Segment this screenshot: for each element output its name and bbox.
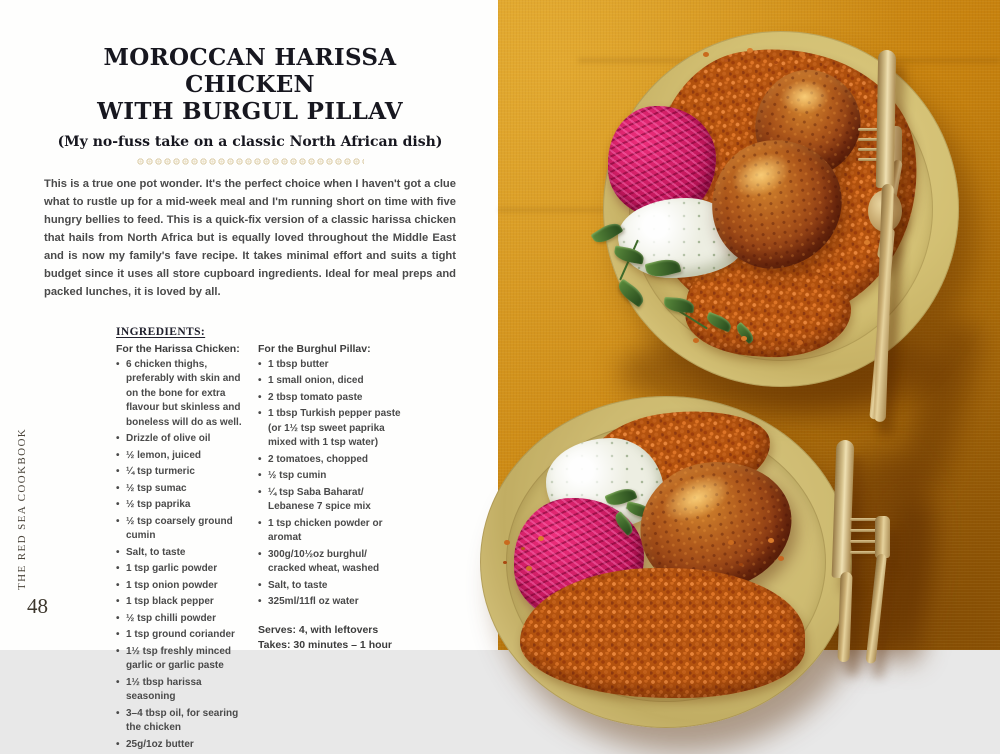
ornament-divider xyxy=(136,157,364,166)
recipe-intro: This is a true one pot wonder. It's the perfect choice when I haven't got a clue what to rustle up for a mid-week meal and I'm running short on time with five hungry bellies to feed. This is a quick-fix version of a classic harissa chicken that hails from North Africa but is equally loved throughout the Middle East and is now my family's fave recipe. It takes minimal effort and suits a tight budget since it uses all store cupboard ingredients. Ideal for meal preps and packed lunches, it is loved by all. xyxy=(44,178,456,298)
ingredient-item: • 1 tbsp Turkish pepper paste (or 1½ tsp sweet paprika mixed with 1 tsp water) xyxy=(258,407,404,451)
ingredient-item: • 3–4 tbsp oil, for searing the chicken xyxy=(116,707,250,736)
spine-title: THE RED SEA COOKBOOK xyxy=(16,427,28,590)
ingredient-item: • 1 tsp garlic powder xyxy=(116,562,250,577)
ingredient-item: • 2 tbsp tomato paste xyxy=(258,391,404,406)
chicken-ingredient-list xyxy=(116,358,250,753)
ingredient-item: • ½ tsp chilli powder xyxy=(116,612,250,627)
bulgur-mound-bottom xyxy=(520,568,805,698)
ingredient-item: • 2 tomatoes, chopped xyxy=(258,453,404,468)
ingredient-item: • 25g/1oz butter xyxy=(116,738,250,753)
page-number: 48 xyxy=(27,594,48,618)
ingredient-item: • ½ tsp coarsely ground cumin xyxy=(116,515,250,544)
ingredient-item: • ½ tsp sumac xyxy=(116,482,250,497)
takes-line: Takes: 30 minutes – 1 hour xyxy=(258,638,393,651)
ingredient-item: • 6 chicken thighs, preferably with skin and on the bone for extra flavour but skinless and boneless will do as well. xyxy=(116,358,250,431)
cloth-crease xyxy=(498,208,608,212)
ingredient-item: • 1½ tsp freshly minced garlic or garlic paste xyxy=(116,645,250,674)
ingredient-item: • ½ lemon, juiced xyxy=(116,449,250,464)
recipe-content xyxy=(44,0,456,754)
recipe-title xyxy=(44,44,456,125)
ingredient-item: • ½ tsp cumin xyxy=(258,469,404,484)
ingredient-item: • 1 tsp black pepper xyxy=(116,595,250,610)
ingredient-item: • Drizzle of olive oil xyxy=(116,432,250,447)
chicken-column-heading: For the Harissa Chicken: xyxy=(116,342,240,355)
fork-neck-bottom xyxy=(875,516,890,558)
recipe-subtitle: (My no-fuss take on a classic North African dish) xyxy=(57,134,443,151)
serves-line: Serves: 4, with leftovers xyxy=(258,623,379,636)
ingredient-item: • Salt, to taste xyxy=(116,546,250,561)
pillav-ingredient-list xyxy=(258,358,404,610)
bulgur-grains xyxy=(703,52,709,57)
ingredient-item: • ½ tsp paprika xyxy=(116,498,250,513)
knife-top xyxy=(876,50,896,188)
ingredients-column-pillav xyxy=(258,326,404,754)
bulgur-grains xyxy=(693,338,699,343)
pillav-column-heading: For the Burghul Pillav: xyxy=(258,342,371,355)
ingredient-item: • 1 tsp chicken powder or aromat xyxy=(258,517,404,546)
food-photo xyxy=(498,0,1000,650)
ingredient-item: • 1 small onion, diced xyxy=(258,374,404,389)
bulgur-grains xyxy=(504,540,510,545)
ingredient-item: • ¼ tsp Saba Baharat/ Lebanese 7 spice mix xyxy=(258,486,404,515)
ingredients-heading: INGREDIENTS: xyxy=(116,325,206,338)
ingredients-column-chicken xyxy=(116,326,250,754)
recipe-title-line2: WITH BURGUL PILLAV xyxy=(97,98,403,126)
ingredient-item: • 325ml/11fl oz water xyxy=(258,595,404,610)
ingredient-item: • 1 tbsp butter xyxy=(258,358,404,373)
recipe-page xyxy=(0,0,498,750)
ingredient-item: • 1½ tbsp harissa seasoning xyxy=(116,676,250,705)
recipe-title-line1: MOROCCAN HARISSA CHICKEN xyxy=(103,44,397,99)
ingredient-item: • 1 tsp ground coriander xyxy=(116,628,250,643)
ingredient-item: • 300g/10½oz burghul/ cracked wheat, washed xyxy=(258,548,404,577)
ingredients-section xyxy=(116,326,456,754)
ingredient-item: • ¼ tsp turmeric xyxy=(116,465,250,480)
bulgur-grains xyxy=(728,540,734,545)
ingredient-item: • 1 tsp onion powder xyxy=(116,579,250,594)
ingredient-item: • Salt, to taste xyxy=(258,579,404,594)
